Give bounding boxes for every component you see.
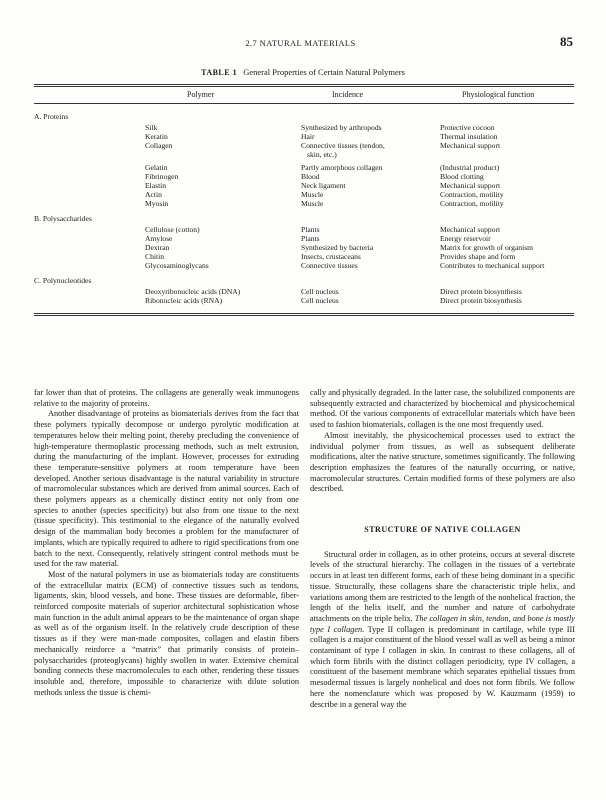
cell-polymer: Silk [145,123,158,132]
column-header-polymer: Polymer [187,90,215,99]
cell-incidence: Hair [301,132,315,141]
cell-incidence: skin, etc.) [307,150,337,159]
column-header-function: Physiological function [462,90,535,99]
cell-incidence: Muscle [301,190,324,199]
cell-function: Mechanical support [440,141,501,150]
cell-incidence: Connective tissues (tendon, [301,141,385,150]
cell-function: Contributes to mechanical support [440,261,545,270]
cell-function: Mechanical support [440,225,501,234]
cell-function: Matrix for growth of organism [440,243,534,252]
cell-polymer: Deoxyribonucleic acids (DNA) [145,287,241,296]
cell-incidence: Synthesized by arthropods [301,123,382,132]
cell-polymer: Actin [145,190,162,199]
cell-polymer: Amylose [145,234,173,243]
paragraph: Almost inevitably, the physicochemical processes used to extract the individual polymer from tissues, as well as subsequent deliberate modifications, alter the native structure, sometimes significantly. The following description emphasizes the features of the naturally occurring, or native, macromolecular structures. Certain modified forms of these polymers are also described. [310,430,575,494]
right-text-column [310,388,575,710]
cell-function: Provides shape and form [440,252,516,261]
table-header-rule [34,103,574,104]
table-bottom-rule [34,313,574,314]
cell-function: Contraction, motility [440,190,504,199]
cell-incidence: Cell nucleus [301,296,339,305]
group-label-polysaccharides: B. Polysaccharides [34,214,92,223]
left-text-column [34,388,299,698]
cell-function: Contraction, motility [440,199,504,208]
cell-function: Protective cocoon [440,123,495,132]
section-title: 2.7 NATURAL MATERIALS [245,38,356,48]
cell-function: Thermal insulation [440,132,498,141]
table-label: TABLE 1 [201,68,238,77]
page-number: 85 [560,34,573,49]
cell-polymer: Gelatin [145,163,168,172]
cell-function: Direct protein biosynthesis [440,287,522,296]
paragraph [310,550,575,711]
group-label-proteins: A. Proteins [34,112,69,121]
paragraph: Another disadvantage of proteins as biomaterials derives from the fact that these polymers typically decompose or undergo pyrolytic modification at temperatures below their melting point, thereby precluding the convenience of high-temperature thermoplastic processing methods, such as melt extrusion, during the manufacturing of the implant. However, processes for extruding these temperature-sensitive polymers at room temperature have been developed. Another serious disadvantage is the natural variability in structure of macromolecular substances which are derived from animal sources. Each of these polymers appears as a chemically distinct entity not only from one species to another (species specificity) but also from one tissue to the next (tissue specificity). This testimonial to the elegance of the naturally evolved design of the mammalian body becomes a problem for the manufacturer of implants, which are typically required to adhere to rigid specifications from one batch to the next. Consequently, relatively stringent control methods must be used for the raw material. [34,409,299,569]
cell-incidence: Plants [301,234,320,243]
cell-function: (Industrial product) [440,163,500,172]
cell-polymer: Cellulose (cotton) [145,225,200,234]
cell-polymer: Dextran [145,243,170,252]
column-header-incidence: Incidence [332,90,364,99]
table-bottom-rule-double [34,315,574,316]
cell-function: Direct protein biosynthesis [440,296,522,305]
paragraph-text: Structural order in collagen, as in other proteins, occurs at several discrete levels of the structural hierarchy. The collagen in the tissues of a vertebrate occurs in at least ten different forms, each of these being dominant in a specific tissue. Structurally, these collagens share the characteristic triple helix, and variations among them are restricted to the length of the nonhelical fraction, the length of the helix itself, and the number and nature of carbohydrate attachments on the triple helix. [310,549,575,623]
paragraph: far lower than that of proteins. The collagens are generally weak immunogens relative to the majority of proteins. [34,388,299,408]
cell-polymer: Ribonucleic acids (RNA) [145,296,223,305]
cell-incidence: Cell nucleus [301,287,339,296]
cell-incidence: Muscle [301,199,324,208]
cell-polymer: Elastin [145,181,167,190]
cell-incidence: Plants [301,225,320,234]
paragraph: cally and physically degraded. In the latter case, the solubilized components are subsequently extracted and characterized by biochemical and physicochemical method. Of the various components of extracellular materials which have been used to fashion biomaterials, collagen is the one most frequently used. [310,388,575,430]
running-header [28,34,573,52]
cell-incidence: Partly amorphous collagen [301,163,383,172]
table-caption [0,67,606,77]
cell-polymer: Glycosaminoglycans [145,261,209,270]
paragraph: Most of the natural polymers in use as biomaterials today are constituents of the extracellular matrix (ECM) of connective tissues such as tendons, ligaments, skin, blood vessels, and bone. These tissues are deformable, fiber-reinforced composite materials of superior architectural sophistication whose main function in the adult animal appears to be the maintenance of organ shape as well as of the organism itself. In the relatively crude description of these tissues as if they were man-made composites, collagen and elastin fibers mechanically reinforce a “matrix” that primarily consists of protein–polysaccharides (proteoglycans) highly swollen in water. Extensive chemical bonding connects these macromolecules to each other, rendering these tissues insoluble and, therefore, impossible to characterize with dilute solution methods unless the tissue is chemi- [34,569,299,697]
table-top-rule [34,84,574,85]
cell-polymer: Collagen [145,141,173,150]
section-heading: STRUCTURE OF NATIVE COLLAGEN [364,525,521,535]
cell-incidence: Connective tissues [301,261,358,270]
group-label-polynucleotides: C. Polynucleotides [34,276,92,285]
paragraph-italic-text: The collagen in skin, tendon, and bone is mostly type I collagen. [310,613,575,634]
cell-function: Blood clotting [440,172,484,181]
cell-incidence: Neck ligament [301,181,346,190]
cell-polymer: Fibrinogen [145,172,179,181]
cell-incidence: Synthesized by bacteria [301,243,374,252]
paragraph-text: Type II collagen is predominant in cartilage, while type III collagen is a major constituent of the blood vessel wall as well as being a minor contaminant of type I collagen in skin. In contrast to these collagens, all of which form fibrils with the distinct collagen periodicity, type IV collagen, a constituent of the basement membrane which separates epithelial tissues from mesodermal tissues is largely nonhelical and does not form fibrils. We follow here the nomenclature which was proposed by W. Kauzmann (1959) to describe in a general way the [310,624,576,709]
cell-polymer: Chitin [145,252,164,261]
cell-function: Mechanical support [440,181,501,190]
cell-polymer: Myosin [145,199,169,208]
cell-incidence: Insects, crustaceans [301,252,361,261]
cell-incidence: Blood [301,172,320,181]
table-caption-text: General Properties of Certain Natural Polymers [243,67,405,77]
cell-function: Energy reservoir [440,234,491,243]
table-top-rule-double [34,86,574,87]
cell-polymer: Keratin [145,132,168,141]
